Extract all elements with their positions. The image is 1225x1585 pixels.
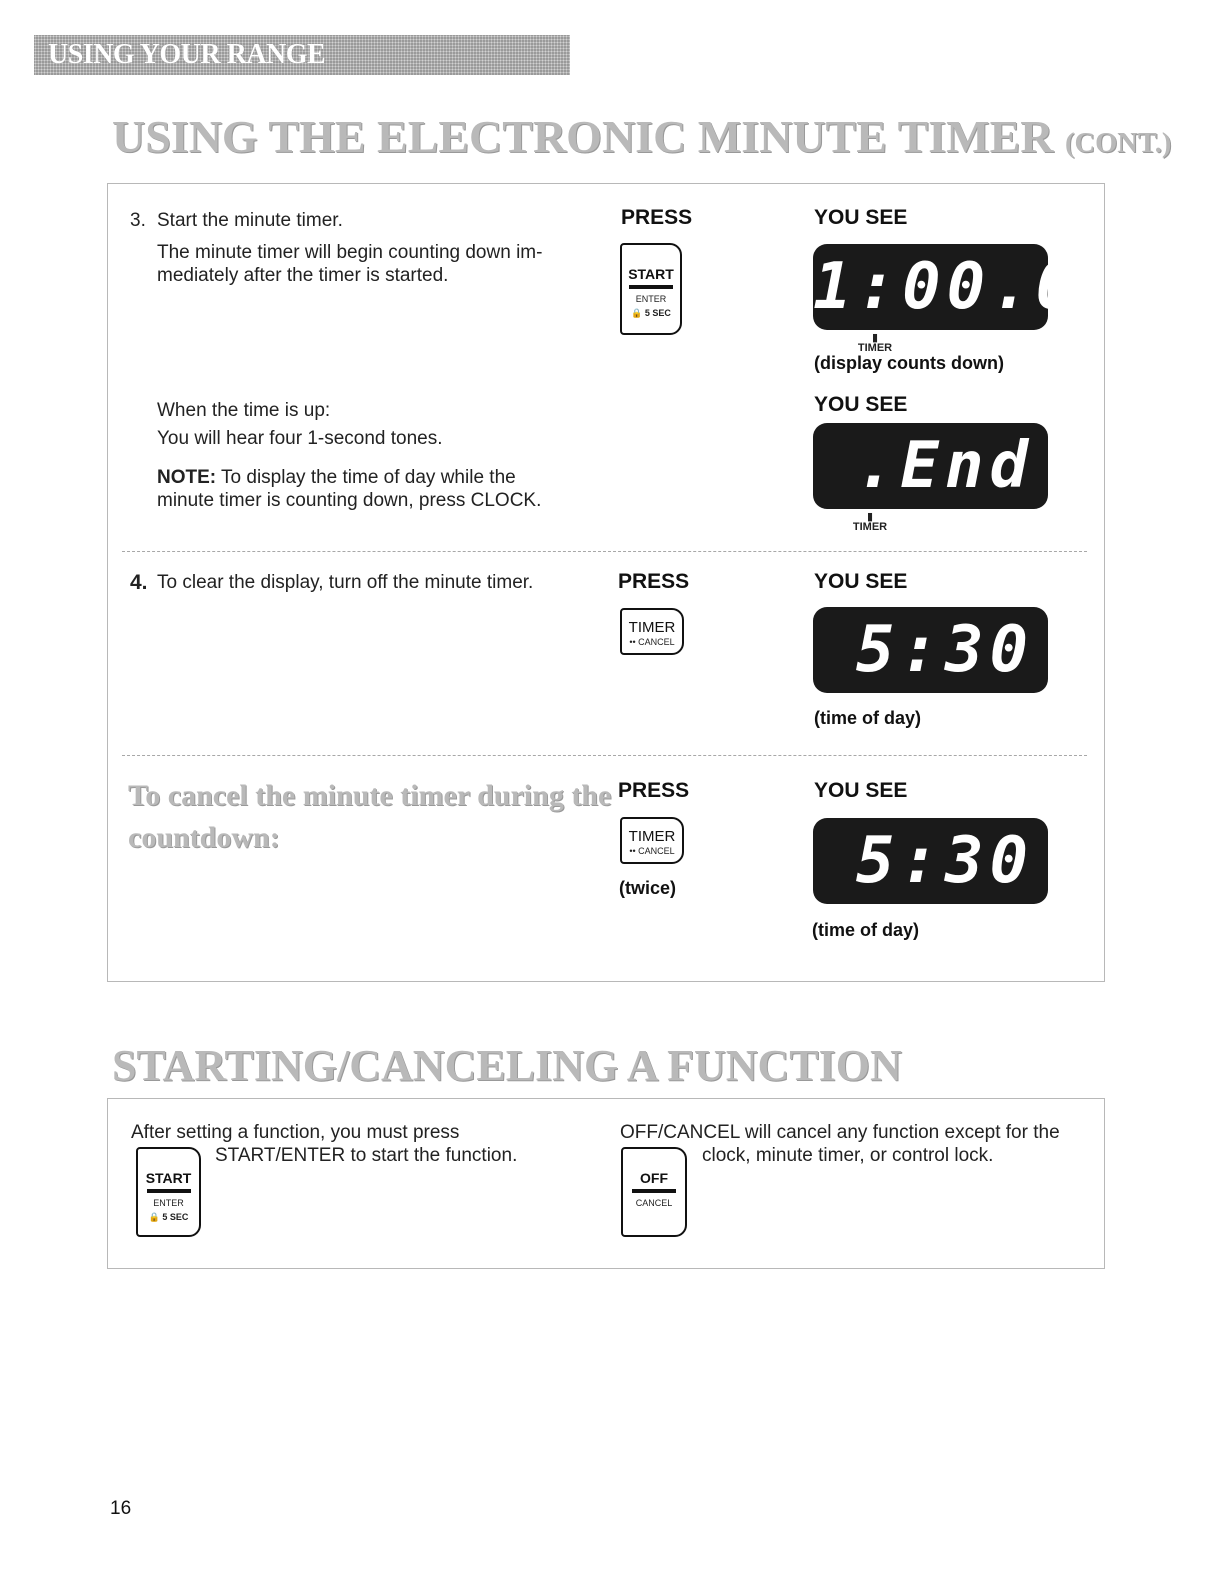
step4-press-header: PRESS bbox=[618, 570, 690, 593]
timer-indicator-marker: ▮ bbox=[871, 332, 879, 344]
note-label: NOTE: bbox=[157, 467, 217, 488]
time-up-line2: You will hear four 1-second tones. bbox=[157, 428, 443, 449]
time-up-note-line1 bbox=[157, 465, 516, 490]
led-display-time-of-day: 5:30 bbox=[813, 607, 1048, 693]
note-text: To display the time of day while the bbox=[216, 467, 516, 488]
enter-key-label-2: ENTER bbox=[153, 1198, 184, 1208]
cancel-key-label-3: CANCEL bbox=[635, 1198, 673, 1208]
section-title-text: USING THE ELECTRONIC MINUTE TIMER bbox=[112, 111, 1054, 162]
banner-text: USING YOUR RANGE bbox=[48, 39, 326, 70]
step4-number: 4. bbox=[130, 571, 148, 594]
led-display-end: .End bbox=[813, 423, 1048, 509]
step4-text: To clear the display, turn off the minute timer. bbox=[157, 572, 534, 593]
cancel-press-header: PRESS bbox=[618, 779, 690, 802]
cancel-subheading bbox=[128, 775, 611, 859]
off-key-label: OFF bbox=[640, 1170, 668, 1186]
enter-key-label: ENTER bbox=[635, 294, 667, 304]
start-enter-key[interactable] bbox=[620, 243, 682, 335]
led-display-time-of-day-2: 5:30 bbox=[813, 818, 1048, 904]
step4-yousee-header: YOU SEE bbox=[814, 570, 908, 593]
step4-caption: (time of day) bbox=[814, 708, 922, 728]
cancel-yousee-header: YOU SEE bbox=[814, 779, 908, 802]
section-title-suffix: (CONT.) bbox=[1065, 128, 1172, 159]
start-enter-key-2[interactable] bbox=[136, 1147, 201, 1237]
divider-1 bbox=[122, 551, 1087, 552]
section-banner bbox=[34, 35, 570, 75]
step3-desc-line1: The minute timer will begin counting down im- bbox=[157, 242, 543, 263]
divider-2 bbox=[122, 755, 1087, 756]
timer-indicator-marker-2: ▮ bbox=[866, 511, 874, 523]
timer-key-label: TIMER bbox=[628, 619, 676, 636]
off-desc-line2: clock, minute timer, or control lock. bbox=[702, 1145, 994, 1166]
key-bar-2 bbox=[147, 1189, 191, 1193]
start-desc-line2: START/ENTER to start the function. bbox=[215, 1145, 518, 1166]
timer-indicator-label: TIMER bbox=[857, 342, 893, 354]
off-cancel-key[interactable] bbox=[621, 1147, 687, 1237]
step3-text: Start the minute timer. bbox=[157, 210, 343, 231]
lock-5sec-label: 🔒 5 SEC bbox=[631, 308, 671, 318]
step3-yousee-header: YOU SEE bbox=[814, 206, 908, 229]
start-key-label-2: START bbox=[145, 1170, 192, 1186]
countdown-caption: (display counts down) bbox=[814, 353, 1005, 373]
off-desc-line1: OFF/CANCEL will cancel any function except for the bbox=[620, 1122, 1060, 1143]
cancel-caption: (time of day) bbox=[812, 920, 920, 940]
step3-number: 3. bbox=[130, 210, 146, 231]
timer-indicator-label-2: TIMER bbox=[852, 521, 888, 533]
cancel-subheading-line1: To cancel the minute timer during the bbox=[128, 779, 612, 812]
time-up-note-line2: minute timer is counting down, press CLOCK. bbox=[157, 490, 542, 511]
timer-cancel-key-2[interactable] bbox=[620, 817, 684, 864]
cancel-key-label-2: •• CANCEL bbox=[629, 846, 675, 856]
start-desc-line1: After setting a function, you must press bbox=[131, 1122, 460, 1143]
timer-cancel-key[interactable] bbox=[620, 608, 684, 655]
twice-caption: (twice) bbox=[619, 878, 677, 898]
cancel-key-label: •• CANCEL bbox=[629, 637, 675, 647]
step3-desc-line2: mediately after the timer is started. bbox=[157, 265, 449, 286]
key-bar-3 bbox=[632, 1189, 676, 1193]
page-number: 16 bbox=[110, 1498, 132, 1519]
step3-press-header: PRESS bbox=[621, 206, 693, 229]
section-title-minute-timer bbox=[112, 110, 1171, 163]
lock-5sec-label-2: 🔒 5 SEC bbox=[148, 1212, 189, 1222]
time-up-yousee-header: YOU SEE bbox=[814, 393, 908, 416]
key-bar bbox=[629, 285, 673, 289]
time-up-line1: When the time is up: bbox=[157, 400, 331, 421]
cancel-subheading-line2: countdown: bbox=[128, 821, 280, 854]
led-display-countdown: 1:00.0 bbox=[813, 244, 1048, 330]
timer-key-label-2: TIMER bbox=[628, 828, 676, 845]
section-title-start-cancel: STARTING/CANCELING A FUNCTION bbox=[112, 1041, 902, 1090]
start-key-label: START bbox=[628, 266, 674, 282]
